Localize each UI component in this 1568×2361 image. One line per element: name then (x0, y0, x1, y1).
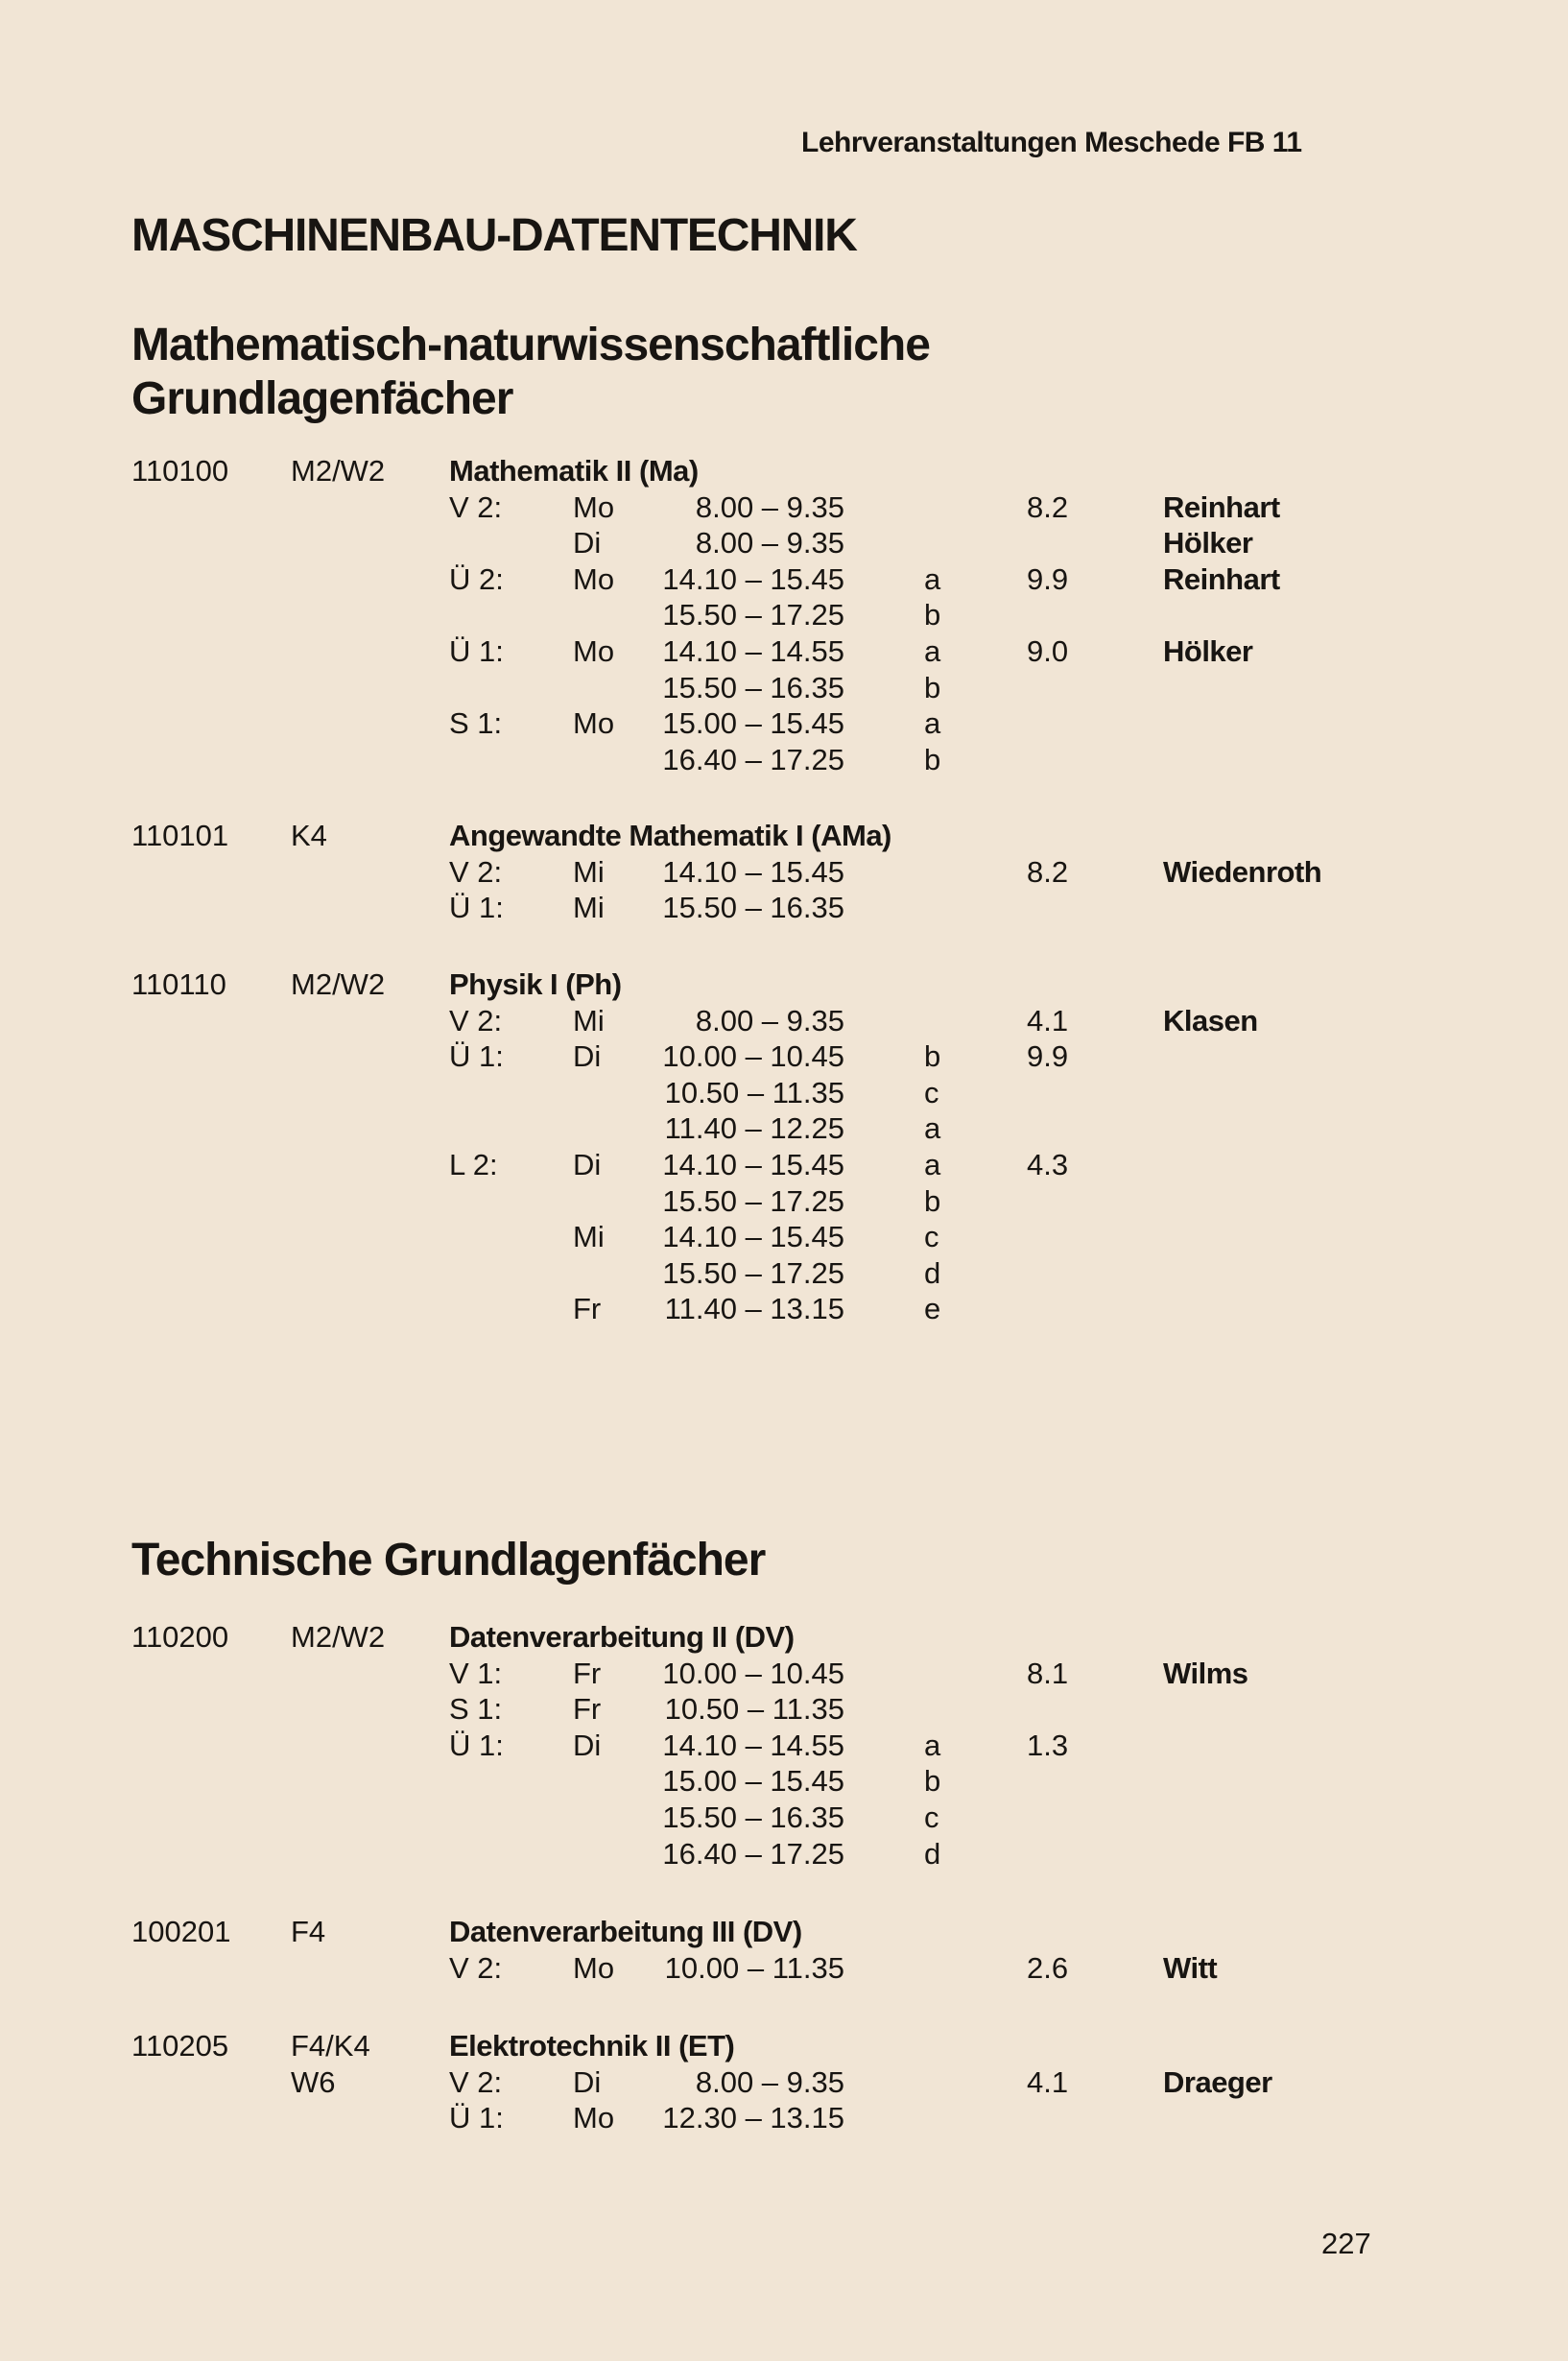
section-heading-line: Technische Grundlagenfächer (131, 1535, 766, 1586)
session-group: b (924, 670, 941, 704)
session-type: S 1: (449, 1692, 503, 1727)
course-code: 110110 (131, 967, 226, 1001)
session-room: 9.0 (1027, 634, 1069, 668)
session-group: c (924, 1801, 939, 1834)
session-group: d (924, 1836, 941, 1871)
session-group: e (924, 1292, 941, 1326)
session-lecturer: Wilms (1163, 1656, 1248, 1690)
session-time: 15.50 – 17.25 (662, 1255, 844, 1290)
session-lecturer: Witt (1163, 1950, 1218, 1985)
session-day: Mi (573, 1003, 605, 1037)
session-day: Fr (573, 1656, 602, 1690)
session-room: 4.3 (1027, 1148, 1069, 1181)
session-room: 8.2 (1027, 854, 1069, 889)
session-group: b (924, 742, 941, 776)
session-time: 15.00 – 15.45 (662, 1764, 844, 1799)
session-lecturer: Hölker (1163, 526, 1253, 560)
session-day: Mi (573, 891, 605, 925)
session-time: 15.50 – 17.25 (662, 1183, 844, 1218)
course-title: Datenverarbeitung II (DV) (449, 1620, 795, 1654)
session-type: V 2: (449, 1003, 503, 1037)
session-time: 15.50 – 16.35 (662, 670, 844, 704)
session-day: Mo (573, 561, 615, 596)
session-room: 9.9 (1027, 561, 1069, 596)
session-lecturer: Draeger (1163, 2064, 1272, 2099)
session-type: Ü 1: (449, 634, 504, 668)
session-room: 9.9 (1027, 1039, 1069, 1074)
session-day: Mo (573, 489, 615, 524)
session-room: 8.1 (1027, 1656, 1069, 1690)
session-time: 10.50 – 11.35 (664, 1692, 844, 1727)
session-group: a (924, 1148, 941, 1181)
course-code: 110101 (131, 819, 229, 852)
session-room: 8.2 (1027, 489, 1069, 524)
session-day: Mo (573, 706, 615, 741)
session-group: a (924, 561, 941, 596)
course-title: Elektrotechnik II (ET) (449, 2029, 735, 2063)
session-room: 2.6 (1027, 1950, 1069, 1985)
session-group: a (924, 634, 941, 668)
course-title: Angewandte Mathematik I (AMa) (449, 819, 891, 852)
session-group: a (924, 706, 941, 741)
session-type: S 1: (449, 706, 503, 741)
session-day: Di (573, 526, 602, 560)
session-time: 8.00 – 9.35 (695, 1003, 844, 1037)
session-group: b (924, 1183, 941, 1218)
session-group: c (924, 1220, 939, 1254)
session-lecturer: Wiedenroth (1163, 854, 1322, 889)
session-room: 4.1 (1027, 1003, 1069, 1037)
course-title: Physik I (Ph) (449, 967, 622, 1001)
session-day: Di (573, 1728, 602, 1762)
session-type: L 2: (449, 1148, 498, 1181)
course-group: M2/W2 (291, 967, 386, 1001)
session-type: Ü 2: (449, 561, 504, 596)
course-code: 110100 (131, 454, 229, 488)
section-heading-line: Mathematisch-naturwissenschaftliche (131, 320, 930, 370)
course-group: K4 (291, 819, 327, 852)
course-code: 100201 (131, 1915, 231, 1948)
session-group: b (924, 1764, 941, 1799)
session-time: 14.10 – 15.45 (662, 1148, 844, 1181)
session-type: V 2: (449, 854, 503, 889)
course-group: F4 (291, 1915, 326, 1948)
session-time: 10.00 – 10.45 (662, 1039, 844, 1074)
session-time: 14.10 – 14.55 (662, 634, 844, 668)
course-title: Mathematik II (Ma) (449, 454, 699, 488)
session-day: Di (573, 2064, 602, 2099)
session-day: Di (573, 1148, 602, 1181)
course-title: Datenverarbeitung III (DV) (449, 1915, 802, 1948)
session-type: V 2: (449, 2064, 503, 2099)
running-header: Lehrveranstaltungen Meschede FB 11 (801, 127, 1302, 158)
session-lecturer: Reinhart (1163, 489, 1280, 524)
session-day: Mi (573, 1220, 605, 1254)
section-heading-line: Grundlagenfächer (131, 373, 513, 424)
page-number: 227 (1321, 2227, 1371, 2260)
session-time: 14.10 – 15.45 (662, 854, 844, 889)
session-group: a (924, 1111, 941, 1146)
session-time: 10.50 – 11.35 (664, 1075, 844, 1109)
session-time: 11.40 – 12.25 (664, 1111, 844, 1146)
course-group: W6 (291, 2064, 336, 2099)
session-time: 8.00 – 9.35 (695, 489, 844, 524)
course-group: F4/K4 (291, 2029, 370, 2063)
session-room: 1.3 (1027, 1728, 1069, 1762)
session-group: b (924, 598, 941, 632)
session-group: d (924, 1255, 941, 1290)
course-group: M2/W2 (291, 454, 386, 488)
session-group: a (924, 1728, 941, 1762)
session-lecturer: Klasen (1163, 1003, 1258, 1037)
page-title: MASCHINENBAU-DATENTECHNIK (131, 210, 857, 261)
session-time: 14.10 – 14.55 (662, 1728, 844, 1762)
session-type: V 1: (449, 1656, 503, 1690)
session-day: Fr (573, 1692, 602, 1727)
session-day: Fr (573, 1292, 602, 1326)
session-day: Di (573, 1039, 602, 1074)
session-lecturer: Reinhart (1163, 561, 1280, 596)
session-group: b (924, 1039, 941, 1074)
session-time: 15.50 – 16.35 (662, 1801, 844, 1834)
session-type: Ü 1: (449, 891, 504, 925)
session-time: 15.50 – 16.35 (662, 891, 844, 925)
session-time: 15.50 – 17.25 (662, 598, 844, 632)
session-time: 8.00 – 9.35 (695, 2064, 844, 2099)
session-time: 16.40 – 17.25 (662, 1836, 844, 1871)
session-room: 4.1 (1027, 2064, 1069, 2099)
session-day: Mo (573, 2101, 615, 2135)
session-day: Mo (573, 1950, 615, 1985)
session-time: 10.00 – 10.45 (662, 1656, 844, 1690)
session-time: 8.00 – 9.35 (695, 526, 844, 560)
session-time: 14.10 – 15.45 (662, 561, 844, 596)
session-time: 16.40 – 17.25 (662, 742, 844, 776)
section-heading (131, 319, 930, 426)
session-time: 15.00 – 15.45 (662, 706, 844, 741)
session-time: 12.30 – 13.15 (662, 2101, 844, 2135)
session-day: Mi (573, 854, 605, 889)
session-group: c (924, 1075, 939, 1109)
session-day: Mo (573, 634, 615, 668)
course-group: M2/W2 (291, 1620, 386, 1654)
session-type: Ü 1: (449, 1728, 504, 1762)
session-time: 11.40 – 13.15 (664, 1292, 844, 1326)
session-time: 14.10 – 15.45 (662, 1220, 844, 1254)
session-type: V 2: (449, 1950, 503, 1985)
session-type: V 2: (449, 489, 503, 524)
course-code: 110200 (131, 1620, 229, 1654)
session-type: Ü 1: (449, 1039, 504, 1074)
session-lecturer: Hölker (1163, 634, 1253, 668)
session-time: 10.00 – 11.35 (664, 1950, 844, 1985)
session-type: Ü 1: (449, 2101, 504, 2135)
section-heading (131, 1534, 765, 1587)
course-code: 110205 (131, 2029, 229, 2063)
